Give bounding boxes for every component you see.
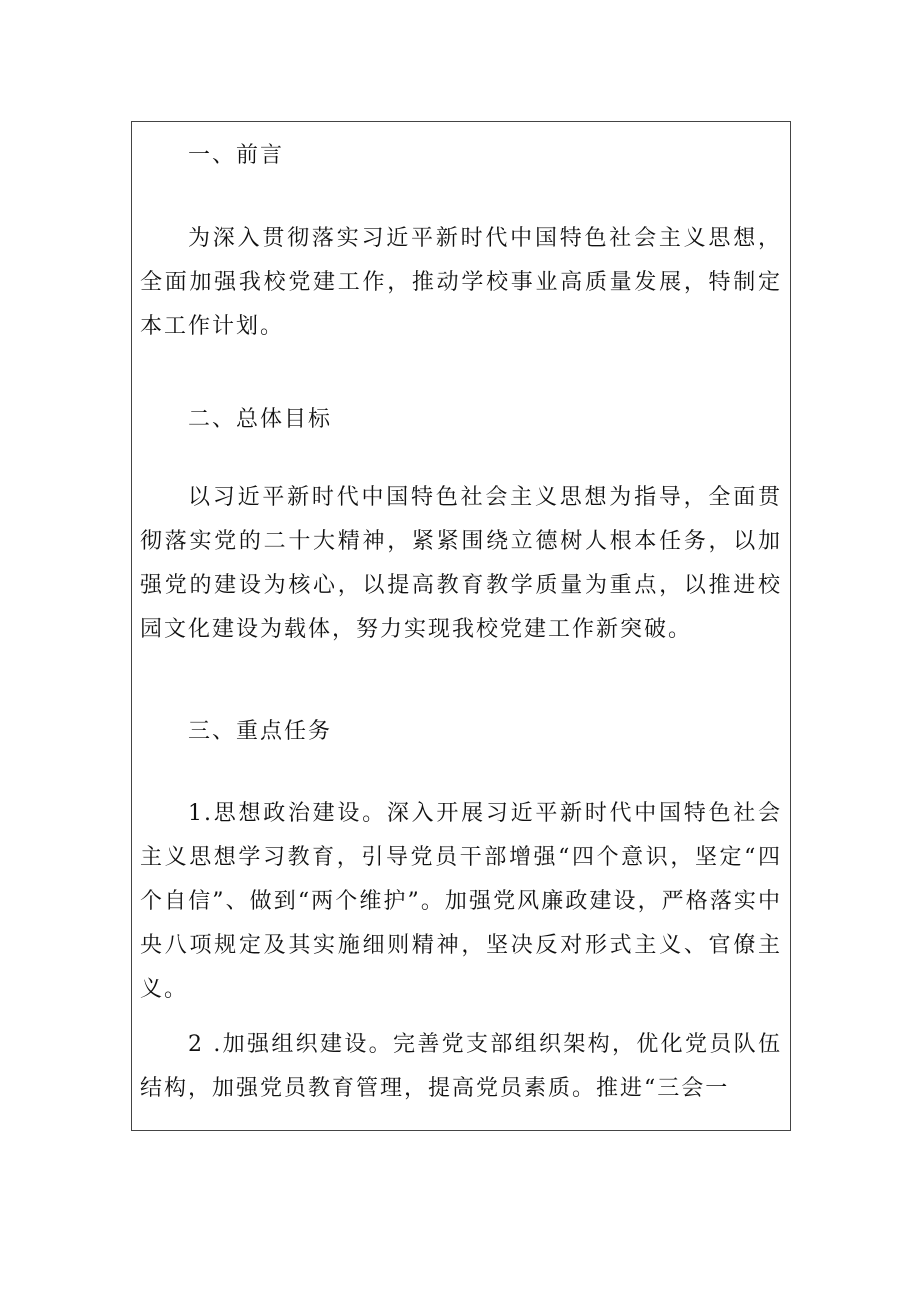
section-heading-preface: 一、前言 [188,143,285,168]
paragraph-task-organization: 2 .加强组织建设。完善党支部组织架构，优化党员队伍结构，加强党员教育管理，提高党员素质。推进“三会一 [140,1032,782,1101]
section-heading-overall-goals: 二、总体目标 [188,407,333,432]
paragraph-overall-goals: 以习近平新时代中国特色社会主义思想为指导，全面贯彻落实党的二十大精神，紧紧围绕立德树人根本任务，以加强党的建设为核心，以提高教育教学质量为重点，以推进校园文化建设为载体，努力实现我校党建工作新突破。 [140,485,782,642]
paragraph-preface: 为深入贯彻落实习近平新时代中国特色社会主义思想，全面加强我校党建工作，推动学校事业高质量发展，特制定本工作计划。 [140,226,782,339]
paragraph-task-ideological: 1.思想政治建设。深入开展习近平新时代中国特色社会主义思想学习教育，引导党员干部增强“四个意识，坚定“四个自信”、做到“两个维护”。加强党风廉政建设，严格落实中央八项规定及其实施细则精神，坚决反对形式主义、官僚主义。 [140,801,782,1002]
section-heading-key-tasks: 三、重点任务 [188,719,333,744]
document-page-frame [131,121,791,1131]
